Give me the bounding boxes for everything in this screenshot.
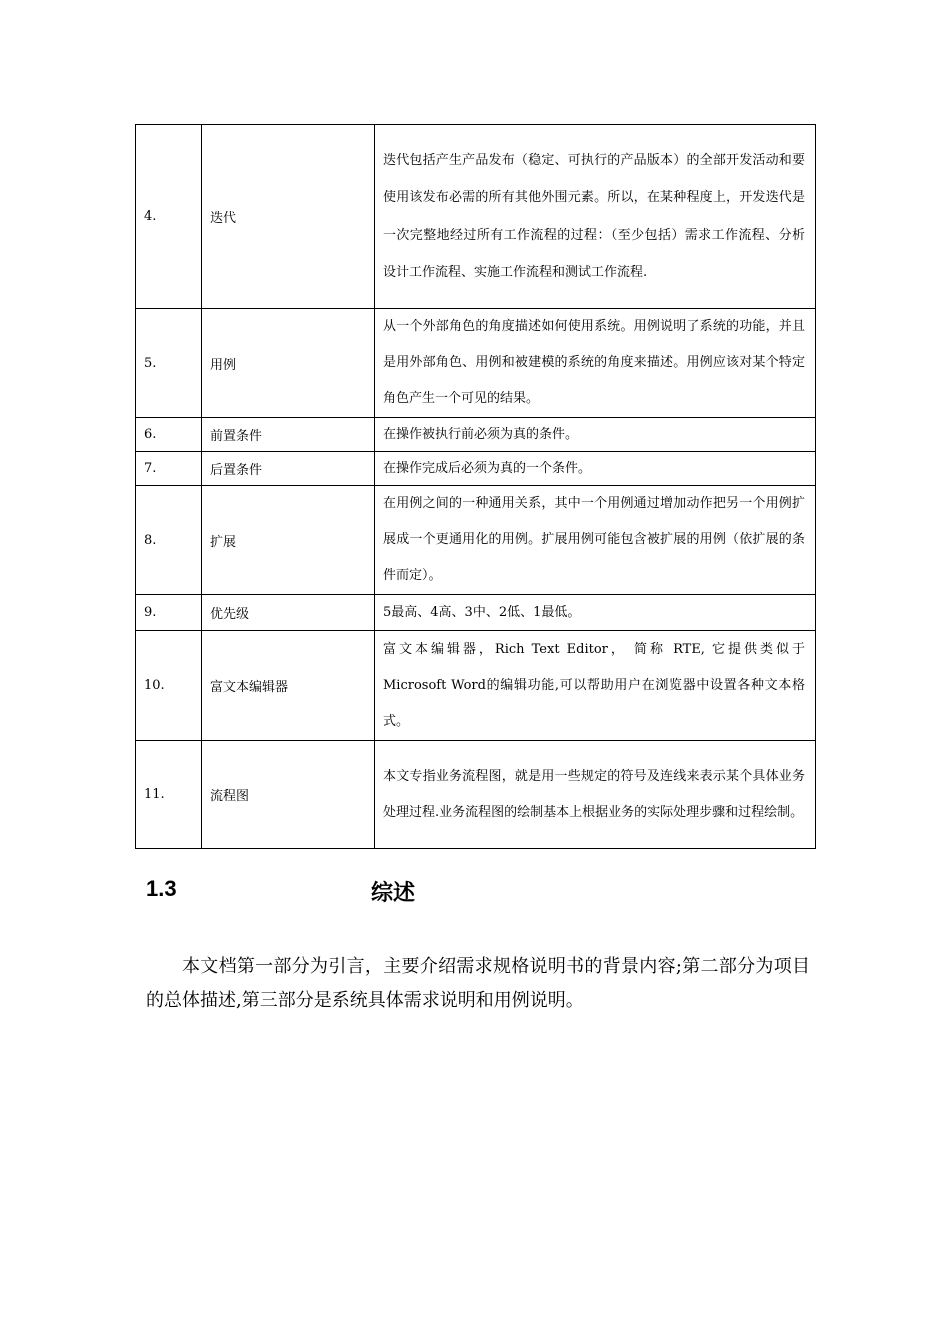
row-description: 富文本编辑器，Rich Text Editor， 简称 RTE, 它提供类似于 Microsoft Word的编辑功能,可以帮助用户在浏览器中设置各种文本格式。: [375, 631, 816, 741]
glossary-table: [135, 124, 816, 849]
row-description: 5最高、4高、3中、2低、1最低。: [375, 595, 816, 631]
table-row: [136, 631, 816, 741]
row-term: 迭代: [202, 125, 375, 309]
row-term: 用例: [202, 309, 375, 418]
table-row: [136, 309, 816, 418]
row-number: 4.: [136, 125, 202, 309]
table-row: [136, 418, 816, 452]
row-term: 富文本编辑器: [202, 631, 375, 741]
row-number: 11.: [136, 741, 202, 849]
row-description: 迭代包括产生产品发布（稳定、可执行的产品版本）的全部开发活动和要使用该发布必需的所有其他外围元素。所以，在某种程度上，开发迭代是一次完整地经过所有工作流程的过程：（至少包括）需求工作流程、分析设计工作流程、实施工作流程和测试工作流程.: [375, 125, 816, 309]
table-row: [136, 486, 816, 595]
row-number: 8.: [136, 486, 202, 595]
table-row: [136, 452, 816, 486]
row-description: 本文专指业务流程图，就是用一些规定的符号及连线来表示某个具体业务处理过程.业务流程图的绘制基本上根据业务的实际处理步骤和过程绘制。: [375, 741, 816, 849]
row-term: 优先级: [202, 595, 375, 631]
row-number: 7.: [136, 452, 202, 486]
row-number: 10.: [136, 631, 202, 741]
table-row: [136, 595, 816, 631]
section-title: 综述: [371, 880, 416, 905]
row-number: 6.: [136, 418, 202, 452]
table-row: [136, 125, 816, 309]
row-term: 后置条件: [202, 452, 375, 486]
section-paragraph: 本文档第一部分为引言，主要介绍需求规格说明书的背景内容;第二部分为项目的总体描述,第三部分是系统具体需求说明和用例说明。: [146, 956, 810, 1011]
row-number: 5.: [136, 309, 202, 418]
table-row: [136, 741, 816, 849]
row-term: 前置条件: [202, 418, 375, 452]
row-description: 在操作完成后必须为真的一个条件。: [375, 452, 816, 486]
row-number: 9.: [136, 595, 202, 631]
row-term: 流程图: [202, 741, 375, 849]
row-description: 从一个外部角色的角度描述如何使用系统。用例说明了系统的功能，并且是用外部角色、用例和被建模的系统的角度来描述。用例应该对某个特定角色产生一个可见的结果。: [375, 309, 816, 418]
section-number: 1.3: [146, 876, 177, 901]
row-term: 扩展: [202, 486, 375, 595]
row-description: 在用例之间的一种通用关系，其中一个用例通过增加动作把另一个用例扩展成一个更通用化的用例。扩展用例可能包含被扩展的用例（依扩展的条件而定）。: [375, 486, 816, 595]
row-description: 在操作被执行前必须为真的条件。: [375, 418, 816, 452]
